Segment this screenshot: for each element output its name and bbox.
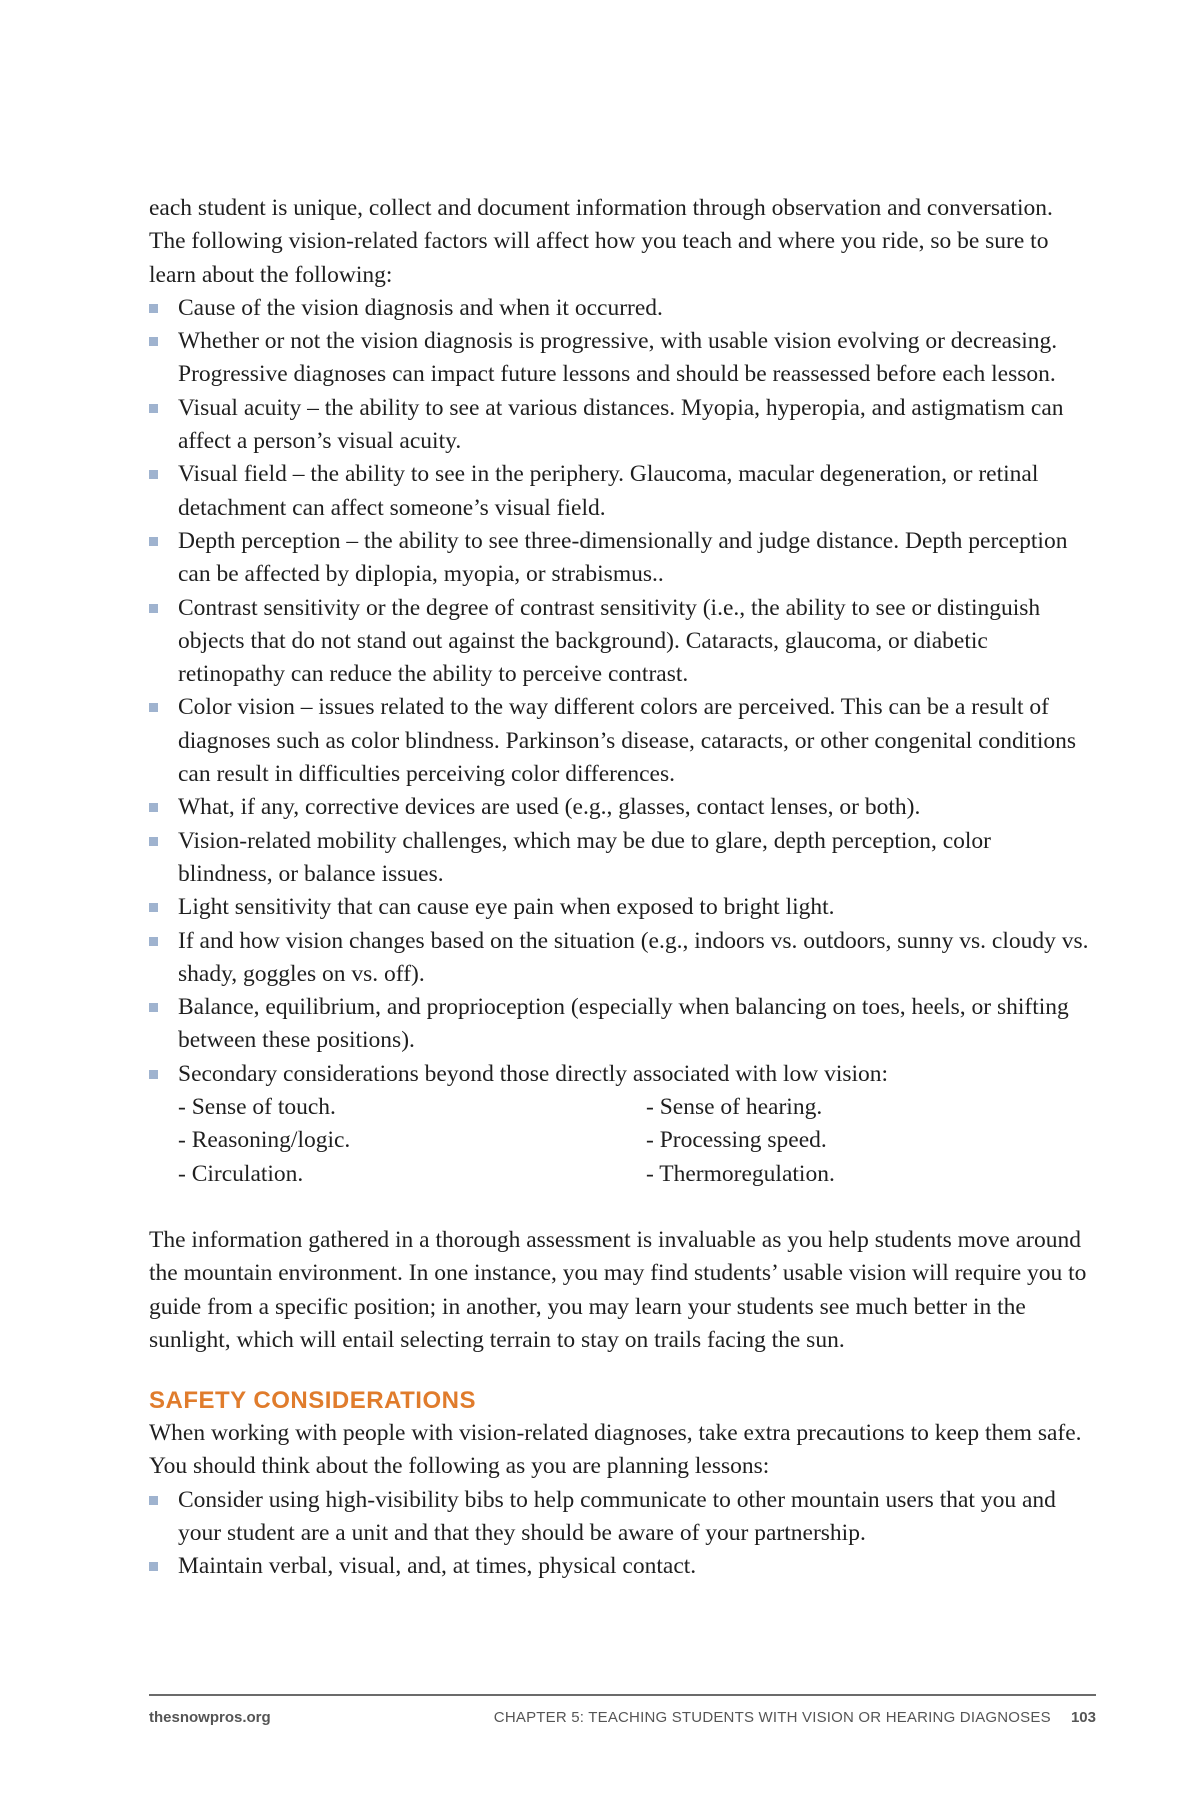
- list-item: Maintain verbal, visual, and, at times, physical contact.: [149, 1550, 1089, 1583]
- safety-list: [149, 1484, 1089, 1584]
- sub-item: - Processing speed.: [646, 1127, 827, 1154]
- secondary-sublist: [178, 1091, 1089, 1191]
- page-content: [149, 192, 1089, 1584]
- list-item-secondary: [149, 1058, 1089, 1191]
- list-item: Contrast sensitivity or the degree of contrast sensitivity (i.e., the ability to see or distinguish objects that do not stand out against the background). Cataracts, glaucoma, or diabetic retinopathy can reduce the ability to perceive contrast.: [149, 592, 1089, 692]
- footer-site: thesnowpros.org: [149, 1709, 271, 1726]
- page-footer: [149, 1709, 1096, 1731]
- list-item: What, if any, corrective devices are used (e.g., glasses, contact lenses, or both).: [149, 791, 1089, 824]
- section-heading: SAFETY CONSIDERATIONS: [149, 1387, 476, 1415]
- footer-right: [494, 1709, 1096, 1726]
- sub-item: - Reasoning/logic.: [178, 1127, 351, 1154]
- paragraph-spacer: [149, 1191, 1089, 1224]
- summary-paragraph: The information gathered in a thorough assessment is invaluable as you help students move around the mountain environment. In one instance, you may find students’ usable vision will require you to guide from a specific position; in another, you may learn your students see much better in the sunlight, which will entail selecting terrain to stay on trails facing the sun.: [149, 1226, 1087, 1353]
- vision-factors-list: [149, 292, 1089, 1191]
- footer-chapter: CHAPTER 5: TEACHING STUDENTS WITH VISION OR HEARING DIAGNOSES: [493, 1709, 1051, 1726]
- footer-divider: [149, 1694, 1096, 1696]
- sub-item: - Sense of hearing.: [646, 1094, 823, 1121]
- sub-item: - Circulation.: [178, 1160, 304, 1187]
- page-number: 103: [1070, 1709, 1096, 1726]
- list-item: If and how vision changes based on the situation (e.g., indoors vs. outdoors, sunny vs. cloudy vs. shady, goggles on vs. off).: [149, 925, 1089, 992]
- list-item: Color vision – issues related to the way different colors are perceived. This can be a result of diagnoses such as color blindness. Parkinson’s disease, cataracts, or other congenital conditions can result in difficulties perceiving color differences.: [149, 691, 1089, 791]
- list-item: Depth perception – the ability to see three-dimensionally and judge distance. Depth perception can be affected by diplopia, myopia, or strabismus..: [149, 525, 1089, 592]
- secondary-lead: Secondary considerations beyond those directly associated with low vision:: [178, 1060, 889, 1087]
- list-item: Whether or not the vision diagnosis is progressive, with usable vision evolving or decreasing. Progressive diagnoses can impact future lessons and should be reassessed before each lesson.: [149, 325, 1089, 392]
- list-item: Light sensitivity that can cause eye pain when exposed to bright light.: [149, 891, 1089, 924]
- list-item: Visual field – the ability to see in the periphery. Glaucoma, macular degeneration, or retinal detachment can affect someone’s visual field.: [149, 458, 1089, 525]
- list-item: Cause of the vision diagnosis and when it occurred.: [149, 292, 1089, 325]
- intro-paragraph: each student is unique, collect and document information through observation and conversation. The following vision-related factors will affect how you teach and where you ride, so be sure to learn about the following:: [149, 195, 1053, 288]
- sub-item: - Sense of touch.: [178, 1094, 336, 1121]
- list-item: Visual acuity – the ability to see at various distances. Myopia, hyperopia, and astigmatism can affect a person’s visual acuity.: [149, 392, 1089, 459]
- safety-intro-paragraph: When working with people with vision-related diagnoses, take extra precautions to keep them safe. You should think about the following as you are planning lessons:: [149, 1420, 1082, 1480]
- list-item: Consider using high-visibility bibs to help communicate to other mountain users that you and your student are a unit and that they should be aware of your partnership.: [149, 1484, 1089, 1551]
- list-item: Balance, equilibrium, and proprioception (especially when balancing on toes, heels, or shifting between these positions).: [149, 991, 1089, 1058]
- sub-item: - Thermoregulation.: [646, 1160, 835, 1187]
- list-item: Vision-related mobility challenges, which may be due to glare, depth perception, color blindness, or balance issues.: [149, 825, 1089, 892]
